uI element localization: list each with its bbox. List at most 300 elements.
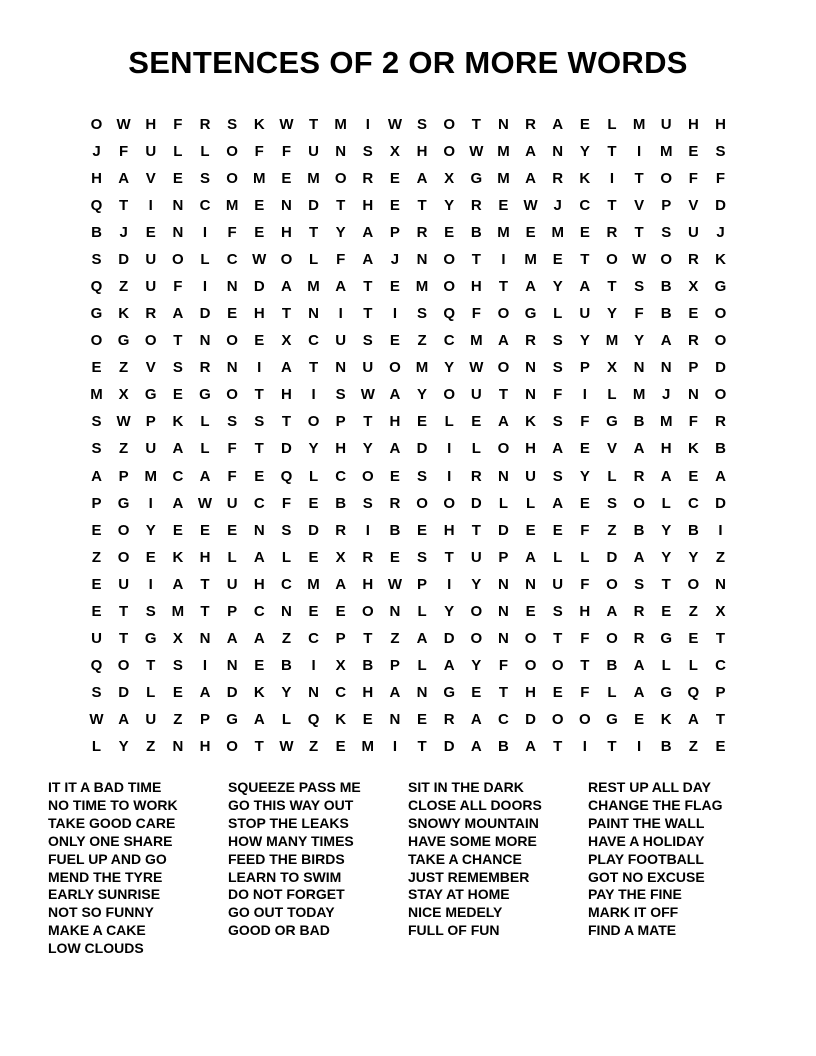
grid-cell[interactable]: E [688,143,699,161]
grid-cell[interactable]: F [715,170,726,188]
grid-cell[interactable]: F [227,224,237,242]
grid-cell[interactable]: Y [606,305,617,323]
grid-cell[interactable]: L [91,737,102,755]
grid-cell[interactable]: S [200,170,211,188]
grid-cell[interactable]: I [257,359,262,377]
grid-cell[interactable]: H [443,521,455,539]
grid-cell[interactable]: S [91,413,102,431]
grid-cell[interactable]: E [417,413,428,431]
grid-cell[interactable]: A [525,170,536,188]
grid-cell[interactable]: L [553,548,563,566]
grid-cell[interactable]: F [227,440,237,458]
grid-cell[interactable]: T [200,575,210,593]
grid-cell[interactable]: O [524,656,537,674]
grid-cell[interactable]: N [633,359,645,377]
grid-cell[interactable]: L [308,467,319,485]
grid-cell[interactable]: T [580,251,590,269]
grid-cell[interactable]: M [144,467,157,485]
grid-cell[interactable]: Y [579,143,590,161]
grid-cell[interactable]: G [606,413,618,431]
grid-cell[interactable]: U [335,332,347,350]
grid-cell[interactable]: G [117,332,130,350]
grid-cell[interactable]: O [90,332,103,350]
grid-cell[interactable]: R [715,413,726,431]
grid-cell[interactable]: N [280,602,292,620]
grid-cell[interactable]: O [714,305,727,323]
grid-cell[interactable]: S [606,494,617,512]
grid-cell[interactable]: R [606,224,618,242]
grid-cell[interactable]: L [688,656,698,674]
grid-cell[interactable]: F [119,143,129,161]
grid-cell[interactable]: R [362,170,374,188]
grid-cell[interactable]: O [443,251,456,269]
grid-cell[interactable]: V [145,170,156,188]
grid-cell[interactable]: B [362,656,374,674]
grid-cell[interactable]: N [498,602,509,620]
grid-cell[interactable]: Z [119,359,129,377]
grid-cell[interactable]: X [688,278,699,296]
grid-cell[interactable]: H [525,683,536,701]
grid-cell[interactable]: T [308,224,319,242]
grid-cell[interactable]: A [606,602,618,620]
grid-cell[interactable]: M [307,170,320,188]
grid-cell[interactable]: U [579,305,591,323]
grid-cell[interactable]: E [227,305,238,323]
grid-cell[interactable]: T [308,359,319,377]
grid-cell[interactable]: S [634,575,645,593]
grid-cell[interactable]: P [498,548,509,566]
grid-cell[interactable]: C [715,656,726,674]
grid-cell[interactable]: D [715,494,726,512]
grid-cell[interactable]: A [253,548,265,566]
grid-cell[interactable]: O [606,575,618,593]
grid-cell[interactable]: M [524,251,537,269]
grid-cell[interactable]: S [281,521,292,539]
grid-cell[interactable]: T [607,143,617,161]
grid-cell[interactable]: H [362,683,374,701]
grid-cell[interactable]: O [660,251,673,269]
grid-cell[interactable]: E [525,521,536,539]
grid-cell[interactable]: F [580,683,590,701]
grid-cell[interactable]: N [498,116,509,133]
grid-cell[interactable]: E [308,548,319,566]
grid-cell[interactable]: N [416,683,428,701]
grid-cell[interactable]: C [253,602,265,620]
grid-cell[interactable]: L [281,548,291,566]
grid-cell[interactable]: B [498,737,509,755]
grid-cell[interactable]: E [91,602,102,620]
grid-cell[interactable]: E [172,683,183,701]
grid-cell[interactable]: L [200,251,210,269]
grid-cell[interactable]: R [362,548,374,566]
grid-cell[interactable]: A [552,116,564,133]
grid-cell[interactable]: I [148,575,153,593]
grid-cell[interactable]: B [660,737,672,755]
grid-cell[interactable]: M [307,278,320,296]
grid-cell[interactable]: T [200,602,210,620]
grid-cell[interactable]: R [525,332,536,350]
grid-cell[interactable]: C [335,467,347,485]
grid-cell[interactable]: R [687,332,699,350]
grid-cell[interactable]: S [362,494,373,512]
grid-cell[interactable]: M [497,224,510,242]
grid-cell[interactable]: E [525,224,536,242]
grid-cell[interactable]: U [525,467,536,485]
grid-cell[interactable]: O [497,359,510,377]
grid-cell[interactable]: L [498,494,509,512]
grid-cell[interactable]: P [715,683,726,701]
grid-cell[interactable]: R [470,197,482,215]
grid-cell[interactable]: O [687,575,700,593]
grid-cell[interactable]: F [173,116,183,133]
grid-cell[interactable]: A [416,629,428,647]
grid-cell[interactable]: S [552,332,563,350]
grid-cell[interactable]: H [660,440,672,458]
grid-cell[interactable]: X [118,386,129,404]
grid-cell[interactable]: P [335,413,346,431]
grid-cell[interactable]: W [89,710,104,728]
grid-cell[interactable]: B [606,656,618,674]
grid-cell[interactable]: I [338,305,343,323]
grid-cell[interactable]: J [92,143,101,161]
grid-cell[interactable]: S [362,143,373,161]
grid-cell[interactable]: E [471,683,482,701]
grid-cell[interactable]: A [253,710,265,728]
grid-cell[interactable]: N [389,710,401,728]
grid-cell[interactable]: G [714,278,727,296]
grid-cell[interactable]: O [606,251,618,269]
grid-cell[interactable]: E [254,332,265,350]
grid-cell[interactable]: K [335,710,347,728]
grid-cell[interactable]: Q [90,278,103,296]
grid-cell[interactable]: H [199,737,211,755]
grid-cell[interactable]: X [281,332,292,350]
grid-cell[interactable]: I [202,278,208,296]
grid-cell[interactable]: H [199,548,211,566]
grid-cell[interactable]: A [280,278,292,296]
grid-cell[interactable]: O [497,440,510,458]
grid-cell[interactable]: Y [118,737,129,755]
grid-cell[interactable]: U [470,386,482,404]
grid-cell[interactable]: G [117,494,130,512]
grid-cell[interactable]: Z [390,629,400,647]
grid-cell[interactable]: H [362,197,374,215]
grid-cell[interactable]: T [336,197,346,215]
grid-cell[interactable]: S [335,386,346,404]
grid-cell[interactable]: G [524,305,537,323]
grid-cell[interactable]: W [360,386,375,404]
grid-cell[interactable]: N [199,332,211,350]
grid-cell[interactable]: T [173,332,183,350]
grid-cell[interactable]: A [633,548,645,566]
grid-cell[interactable]: E [579,116,590,133]
grid-cell[interactable]: F [281,143,291,161]
grid-cell[interactable]: A [633,440,645,458]
grid-cell[interactable]: V [606,440,617,458]
grid-cell[interactable]: N [416,251,428,269]
grid-cell[interactable]: E [498,197,509,215]
grid-cell[interactable]: I [609,170,615,188]
grid-cell[interactable]: S [227,116,238,133]
grid-cell[interactable]: U [660,116,672,133]
grid-cell[interactable]: M [334,116,347,133]
grid-cell[interactable]: G [144,629,157,647]
grid-cell[interactable]: Q [90,197,103,215]
grid-cell[interactable]: H [280,224,292,242]
grid-cell[interactable]: D [416,440,428,458]
grid-cell[interactable]: T [498,386,509,404]
grid-cell[interactable]: I [202,224,208,242]
grid-cell[interactable]: S [91,683,102,701]
grid-cell[interactable]: Y [661,521,672,539]
grid-cell[interactable]: E [91,359,102,377]
grid-cell[interactable]: X [606,359,617,377]
grid-cell[interactable]: K [687,440,699,458]
grid-cell[interactable]: I [447,575,452,593]
grid-cell[interactable]: A [416,170,428,188]
grid-cell[interactable]: O [443,116,456,133]
grid-cell[interactable]: P [145,413,156,431]
grid-cell[interactable]: C [226,251,238,269]
grid-cell[interactable]: F [498,656,509,674]
grid-cell[interactable]: R [552,170,564,188]
grid-cell[interactable]: F [173,278,183,296]
grid-cell[interactable]: W [387,116,402,133]
grid-cell[interactable]: G [199,386,211,404]
grid-cell[interactable]: E [688,467,699,485]
grid-cell[interactable]: H [362,575,374,593]
grid-cell[interactable]: D [226,683,238,701]
grid-cell[interactable]: T [471,521,481,539]
grid-cell[interactable]: S [417,467,428,485]
grid-cell[interactable]: J [119,224,128,242]
grid-cell[interactable]: Z [688,602,698,620]
grid-cell[interactable]: L [173,143,183,161]
grid-cell[interactable]: T [119,629,129,647]
grid-cell[interactable]: B [715,440,726,458]
grid-cell[interactable]: N [335,143,347,161]
grid-cell[interactable]: C [253,494,265,512]
grid-cell[interactable]: K [253,116,265,133]
grid-cell[interactable]: T [471,251,481,269]
grid-cell[interactable]: D [118,683,130,701]
grid-cell[interactable]: E [281,170,292,188]
grid-cell[interactable]: S [552,467,563,485]
grid-cell[interactable]: D [715,197,726,215]
grid-cell[interactable]: E [389,332,400,350]
grid-cell[interactable]: E [335,602,346,620]
grid-cell[interactable]: X [715,602,726,620]
grid-cell[interactable]: Y [661,548,672,566]
grid-cell[interactable]: Z [688,737,698,755]
grid-cell[interactable]: M [415,278,429,296]
grid-cell[interactable]: B [470,224,482,242]
grid-cell[interactable]: M [497,170,510,188]
grid-cell[interactable]: A [199,467,211,485]
grid-cell[interactable]: T [308,116,319,133]
grid-cell[interactable]: N [335,359,347,377]
grid-cell[interactable]: T [254,737,264,755]
grid-cell[interactable]: I [148,197,153,215]
grid-cell[interactable]: I [501,251,506,269]
grid-cell[interactable]: P [91,494,102,512]
grid-cell[interactable]: E [91,575,102,593]
grid-cell[interactable]: N [308,683,319,701]
grid-cell[interactable]: E [172,170,183,188]
grid-cell[interactable]: L [553,305,563,323]
grid-cell[interactable]: E [389,467,400,485]
grid-cell[interactable]: F [634,305,644,323]
grid-cell[interactable]: S [362,332,373,350]
grid-cell[interactable]: M [632,116,646,133]
grid-cell[interactable]: K [118,305,130,323]
grid-cell[interactable]: E [389,170,400,188]
grid-cell[interactable]: K [525,413,536,431]
grid-cell[interactable]: B [660,278,672,296]
grid-cell[interactable]: N [172,197,184,215]
grid-cell[interactable]: A [552,440,564,458]
grid-cell[interactable]: L [444,413,454,431]
grid-cell[interactable]: R [199,359,211,377]
grid-cell[interactable]: T [119,602,129,620]
grid-cell[interactable]: E [254,467,265,485]
grid-cell[interactable]: E [552,251,563,269]
grid-cell[interactable]: H [470,278,482,296]
grid-cell[interactable]: E [200,521,211,539]
grid-cell[interactable]: N [525,386,536,404]
grid-cell[interactable]: O [443,278,456,296]
grid-cell[interactable]: P [335,629,346,647]
grid-cell[interactable]: N [389,602,401,620]
grid-cell[interactable]: S [172,359,183,377]
grid-cell[interactable]: N [715,575,726,593]
grid-cell[interactable]: M [361,737,375,755]
grid-cell[interactable]: T [498,683,509,701]
grid-cell[interactable]: K [660,710,672,728]
grid-cell[interactable]: Y [444,602,455,620]
grid-cell[interactable]: R [633,467,645,485]
grid-cell[interactable]: M [253,170,266,188]
grid-cell[interactable]: U [552,575,564,593]
grid-cell[interactable]: Y [579,332,590,350]
grid-cell[interactable]: L [607,386,617,404]
grid-cell[interactable]: T [417,197,427,215]
grid-cell[interactable]: B [389,521,401,539]
grid-cell[interactable]: H [253,305,265,323]
grid-cell[interactable]: O [660,170,673,188]
grid-cell[interactable]: S [417,116,428,133]
grid-cell[interactable]: Y [444,197,455,215]
grid-cell[interactable]: I [447,440,452,458]
grid-cell[interactable]: J [553,197,562,215]
grid-cell[interactable]: O [714,386,727,404]
grid-cell[interactable]: N [199,629,211,647]
grid-cell[interactable]: A [687,710,699,728]
grid-cell[interactable]: Y [417,386,428,404]
grid-cell[interactable]: N [498,467,509,485]
grid-cell[interactable]: O [443,143,456,161]
grid-cell[interactable]: M [307,575,320,593]
grid-cell[interactable]: O [90,116,103,133]
grid-cell[interactable]: U [145,440,157,458]
grid-cell[interactable]: I [202,656,208,674]
grid-cell[interactable]: P [579,359,590,377]
grid-cell[interactable]: P [200,710,211,728]
grid-cell[interactable]: P [389,656,400,674]
grid-cell[interactable]: A [525,548,536,566]
grid-cell[interactable]: O [633,494,645,512]
grid-cell[interactable]: L [607,683,617,701]
grid-cell[interactable]: V [145,359,156,377]
grid-cell[interactable]: W [523,197,538,215]
grid-cell[interactable]: S [91,251,102,269]
grid-cell[interactable]: N [280,197,292,215]
grid-cell[interactable]: Y [552,278,563,296]
grid-cell[interactable]: L [146,683,156,701]
grid-cell[interactable]: A [579,278,591,296]
grid-cell[interactable]: O [226,737,238,755]
grid-cell[interactable]: R [687,251,699,269]
grid-cell[interactable]: Z [146,737,156,755]
grid-cell[interactable]: E [525,602,536,620]
grid-cell[interactable]: L [580,548,590,566]
grid-cell[interactable]: I [392,737,397,755]
grid-cell[interactable]: O [443,386,456,404]
grid-cell[interactable]: T [580,656,590,674]
grid-cell[interactable]: U [145,251,157,269]
grid-cell[interactable]: A [470,710,482,728]
grid-cell[interactable]: D [253,278,265,296]
grid-cell[interactable]: O [117,521,130,539]
grid-cell[interactable]: X [335,656,346,674]
grid-cell[interactable]: Q [443,305,456,323]
grid-cell[interactable]: Z [119,440,129,458]
grid-cell[interactable]: I [365,521,370,539]
grid-cell[interactable]: A [199,683,211,701]
grid-cell[interactable]: A [389,440,401,458]
grid-cell[interactable]: R [335,521,347,539]
grid-cell[interactable]: F [580,521,590,539]
grid-cell[interactable]: E [579,494,590,512]
grid-cell[interactable]: L [200,413,210,431]
grid-cell[interactable]: N [253,521,265,539]
grid-cell[interactable]: M [470,332,483,350]
grid-cell[interactable]: F [580,629,590,647]
grid-cell[interactable]: A [443,656,455,674]
grid-cell[interactable]: I [365,116,370,133]
grid-cell[interactable]: A [172,440,184,458]
grid-cell[interactable]: F [471,305,481,323]
grid-cell[interactable]: U [687,224,699,242]
grid-cell[interactable]: E [362,710,373,728]
grid-cell[interactable]: B [633,413,645,431]
grid-cell[interactable]: F [227,467,237,485]
grid-cell[interactable]: I [718,521,723,539]
grid-cell[interactable]: L [471,440,481,458]
grid-cell[interactable]: W [279,116,294,133]
grid-cell[interactable]: R [145,305,157,323]
grid-cell[interactable]: G [226,710,238,728]
grid-cell[interactable]: S [172,656,183,674]
grid-cell[interactable]: U [145,710,157,728]
grid-cell[interactable]: A [498,413,509,431]
grid-cell[interactable]: S [417,548,428,566]
grid-cell[interactable]: N [498,575,509,593]
grid-cell[interactable]: O [280,251,293,269]
grid-cell[interactable]: T [553,737,563,755]
grid-cell[interactable]: Z [417,332,427,350]
grid-cell[interactable]: H [687,116,699,133]
